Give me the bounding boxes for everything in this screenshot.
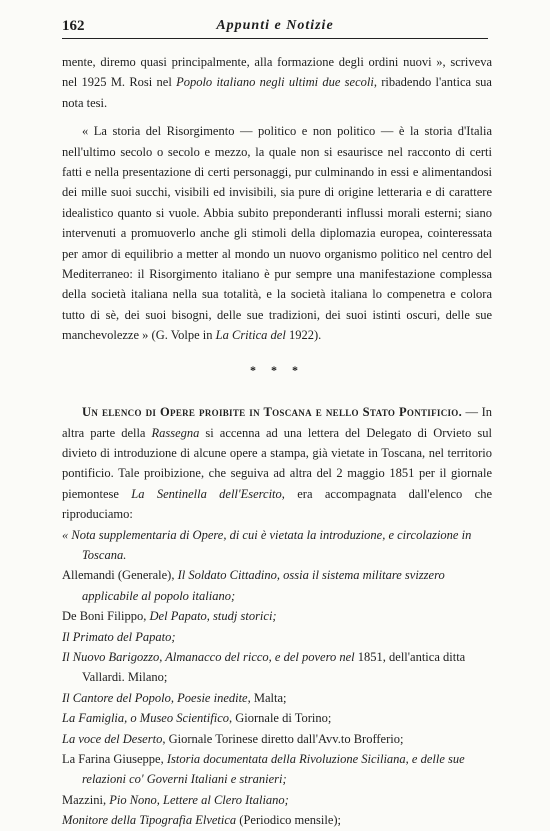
page-body: [62, 52, 492, 831]
page-header: [62, 14, 488, 39]
list-item: Il Primato del Papato;: [62, 629, 176, 644]
work-title: Del Papato, studj storici;: [149, 609, 277, 624]
text: 1922).: [285, 328, 322, 343]
text: « La storia del Risorgimento — politico e non politico — è la storia d'Italia nell'ultimo secolo o secolo e mezzo, la quale non si esaurisce nel racconto di certi fatti e nella presentazione di certi personaggi, pur culminando in essi e alimentandosi dei mille suoi succhi, visibili ed invisibili, sia pure di origine letteraria e di carattere idealistico quanto si vuole. Abbia subito preponderanti influssi morali esterni; siano intervenuti a promuoverlo anche gli stimoli della diplomazia europea, cointeressata per amor di equilibrio a metter al mondo un nuovo organismo politico nel centro del Mediterraneo: il Risorgimento italiano è pur sempre una manifestazione complessa della società italiana nella sua totalità, e la società italiana lo compenetra e colora tutto di sè, dei suoi bisogni, delle sue tradizioni, dei suoi istinti oscuri, delle sue manchevolezze » (G. Volpe in: [62, 124, 492, 343]
text: , era accompagnata dall'elenco che riproduciamo:: [62, 486, 492, 522]
text: , Giornale di Torino;: [229, 711, 332, 726]
list-item: [62, 565, 492, 606]
list-item: [62, 810, 492, 830]
author: La Farina Giuseppe,: [62, 752, 167, 766]
page-number: 162: [62, 18, 85, 34]
journal-title: La Critica del: [215, 328, 286, 343]
list-item: [62, 790, 492, 810]
work-title: Il Cantore del Popolo, Poesie inedite: [62, 690, 248, 705]
journal-title: Rassegna: [151, 425, 200, 440]
section-separator: * * *: [250, 362, 304, 377]
running-title: Appunti e Notizie: [216, 18, 334, 33]
author: Mazzini,: [62, 792, 110, 807]
work-title: La voce del Deserto: [62, 731, 163, 746]
work-title: Monitore della Tipografia Elvetica: [62, 813, 237, 828]
work-title: Pio Nono, Lettere al Clero Italiano;: [109, 792, 289, 807]
work-title: Istoria documentata della Rivoluzione Siciliana, e delle sue relazioni co' Governi Italiani e stranieri;: [82, 752, 465, 787]
paragraph-continuation: [62, 52, 492, 113]
text: 1851, dell'antica ditta Vallardi. Milano;: [82, 649, 466, 685]
work-title: Il Nuovo Barigozzo, Almanacco del ricco, e del povero nel: [62, 649, 355, 664]
author: De Boni Filippo,: [62, 609, 150, 624]
section-heading: Un elenco di Opere proibite in Toscana e nello Stato Pontificio.: [82, 405, 463, 420]
text: , Giornale Torinese diretto dall'Avv.to Brofferio;: [162, 731, 404, 746]
work-title: Il Soldato Cittadino, ossia il sistema militare svizzero applicabile al popolo italiano;: [82, 568, 445, 603]
book-title: Popolo italiano negli ultimi due secoli: [176, 75, 374, 90]
list-item: [62, 647, 492, 688]
list-item: [62, 606, 492, 626]
author: Allemandi (Generale),: [62, 568, 178, 583]
quotation-paragraph: [62, 121, 492, 345]
work-title: La Famiglia, o Museo Scientifico: [62, 711, 229, 726]
list-item: [62, 688, 492, 708]
text: mente, diremo quasi principalmente, alla formazione degli ordini nuovi », scriveva nel 1925 M. Rosi nel: [62, 55, 492, 90]
list-item: [62, 708, 492, 728]
text: , ribadendo l'antica sua nota tesi.: [62, 75, 492, 110]
list-intro: « Nota supplementaria di Opere, di cui è vietata la introduzione, e circolazione in Toscana.: [62, 527, 472, 562]
newspaper-title: La Sentinella dell'Esercito: [131, 486, 282, 501]
text: (Periodico mensile);: [236, 813, 342, 828]
list-item: [62, 749, 492, 790]
text: si accenna ad una lettera del Delegato di Orvieto sul divieto di introduzione di alcune opere a stampa, già vietate in Toscana, nel territorio pontificio. Tale proibizione, che seguiva ad altra del 2 maggio 1851 per il giornale piemontese: [62, 425, 492, 501]
text: — In altra parte della: [62, 405, 492, 440]
text: , Malta;: [247, 690, 287, 705]
section-paragraph: [62, 402, 492, 524]
list-item: [62, 729, 492, 749]
